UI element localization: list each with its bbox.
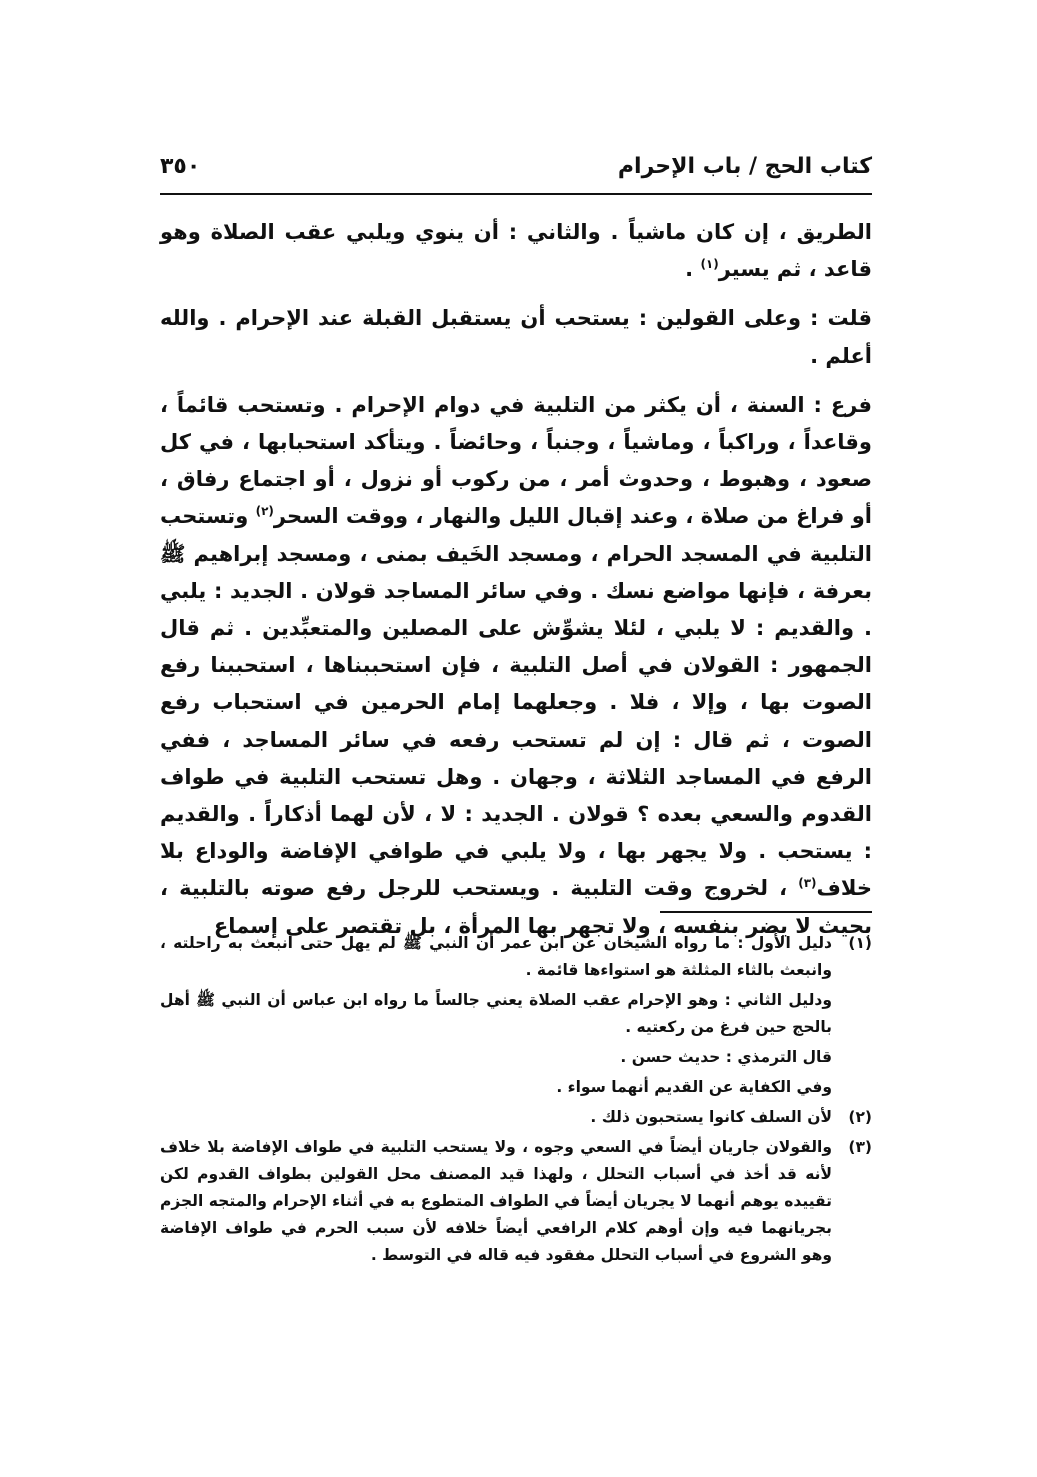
footnote-1-part-2: ودليل الثاني : وهو الإحرام عقب الصلاة يعني جالساً ما رواه ابن عباس أن النبي ﷺ أهل بالحج حين فرغ من ركعتيه . — [160, 991, 832, 1036]
footnote-2-number: (٢) — [848, 1108, 872, 1126]
footnotes — [160, 930, 872, 1269]
footnote-1: (١) دليل الأول : ما رواه الشيخان عن ابن عمر أن النبي ﷺ لم يهل حتى انبعث به راحلته ، وانبعث بالثاء المثلثة هو استواءها قائمة . — [160, 930, 872, 984]
footnote-1-part-3: قال الترمذي : حديث حسن . — [620, 1048, 832, 1066]
footnote-3-number: (٣) — [848, 1138, 872, 1156]
footnote-ref-2[interactable]: (٢) — [255, 504, 274, 519]
footnote-1-part-4: وفي الكفاية عن القديم أنهما سواء . — [556, 1078, 832, 1096]
footnote-ref-1[interactable]: (١) — [700, 257, 719, 272]
paragraph-2: قلت : وعلى القولين : يستحب أن يستقبل القبلة عند الإحرام . والله أعلم . — [160, 306, 872, 368]
running-title: كتاب الحج / باب الإحرام — [617, 154, 872, 179]
paragraph-3: فرع : السنة ، أن يكثر من التلبية في دوام الإحرام . وتستحب قائماً ، وقاعداً ، وراكباً ، وماشياً ، وجنباً ، وحائضاً . ويتأكد استحبابها ، في كل صعود ، وهبوط ، وحدوث أمر ، من ركوب أو نزول ، أو اجتماع رفاق ، أو فراغ من صلاة ، وعند إقبال الليل والنهار ، ووقت السحر$^{(٢)}$ وتستحب التلبية في المسجد الحرام ، ومسجد الخَيف بمنى ، ومسجد إبراهيم ﷺ بعرفة ، فإنها مواضع نسك . وفي سائر المساجد قولان . الجديد : يلبي . والقديم : لا يلبي ، لئلا يشوِّش على المصلين والمتعبِّدين . ثم قال الجمهور : القولان في أصل التلبية ، فإن استحببناها ، استحببنا رفع الصوت بها ، وإلا ، فلا . وجعلهما إمام الحرمين في استحباب رفع الصوت ، ثم قال : إن لم تستحب رفعه في سائر المساجد ، ففي الرفع في المساجد الثلاثة ، وجهان . وهل تستحب التلبية في طواف القدوم والسعي بعده ؟ قولان . الجديد : لا ، لأن لهما أذكاراً . والقديم : يستحب . ولا يجهر بها ، ولا يلبي في طوافي الإفاضة والوداع بلا خلاف$^{(٣)}$ ، لخروج وقت التلبية . ويستحب للرجل رفع صوته بالتلبية ، بحيث لا يضر بنفسه ، ولا تجهر بها المرأة ، بل تقتصر على إسماع — [160, 392, 872, 938]
header-rule — [160, 193, 872, 195]
footnote-2: (٢) لأن السلف كانوا يستحبون ذلك . — [160, 1104, 872, 1131]
main-text — [160, 214, 872, 945]
footnote-separator — [660, 911, 872, 913]
page-number: ٣٥٠ — [160, 154, 201, 179]
footnote-1-number: (١) — [848, 934, 872, 952]
footnote-3: (٣) والقولان جاريان أيضاً في السعي وجوه ، ولا يستحب التلبية في طواف الإفاضة بلا خلاف لأنه قد أخذ في أسباب التحلل ، ولهذا قيد المصنف محل القولين بطواف القدوم لكن تقييده يوهم أنهما لا يجريان أيضاً في الطواف المتطوع به في أثناء الإحرام والمتجه الجزم بجريانهما فيه وإن أوهم كلام الرافعي أيضاً خلافه لأن سبب الحرم في طواف الإفاضة وهو الشروع في أسباب التحلل مفقود فيه قاله في التوسط . — [160, 1134, 872, 1269]
footnote-ref-3[interactable]: (٣) — [798, 876, 817, 891]
page-header — [160, 150, 872, 190]
paragraph-1: الطريق ، إن كان ماشياً . والثاني : أن ينوي ويلبي عقب الصلاة وهو قاعد ، ثم يسير$^{(١)}$ . — [160, 220, 872, 282]
